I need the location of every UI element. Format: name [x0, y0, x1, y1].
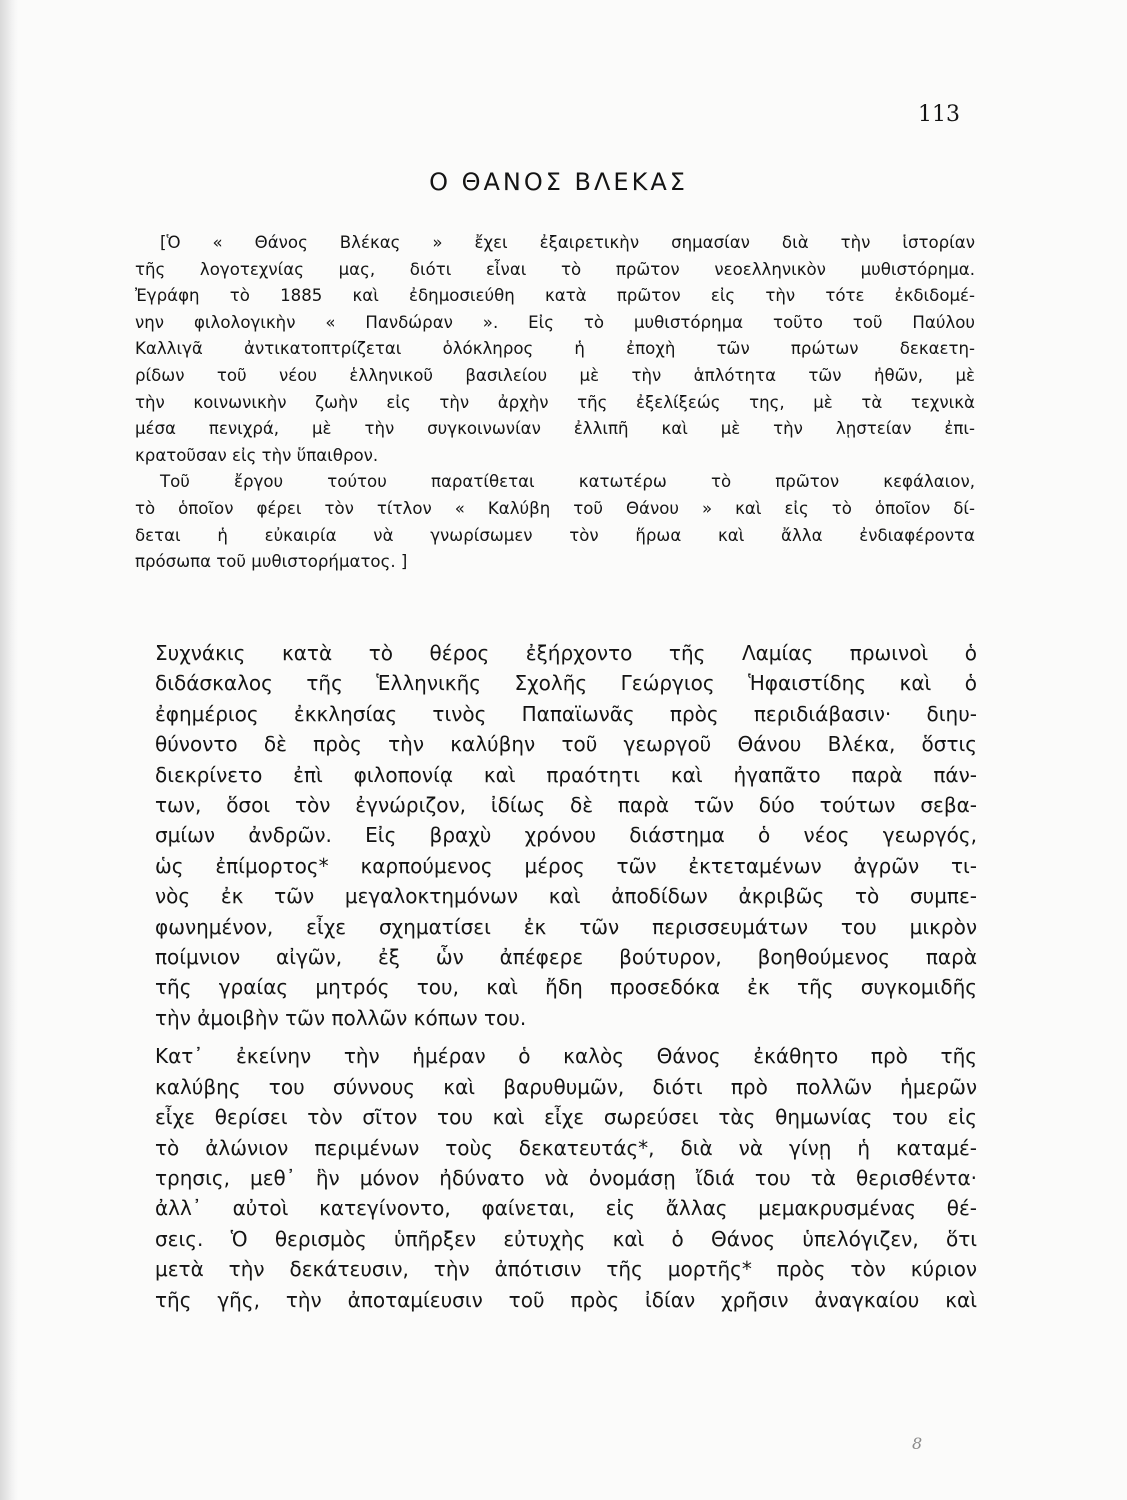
intro-line: ρίδων τοῦ νέου ἑλληνικοῦ βασιλείου μὲ τὴν ἁπλότητα τῶν ἠθῶν, μὲ — [135, 365, 975, 385]
body-line: καλύβης του σύννους καὶ βαρυθυμῶν, διότι πρὸ πολλῶν ἡμερῶν — [155, 1074, 977, 1099]
intro-line: τὸ ὁποῖον φέρει τὸν τίτλον « Καλύβη τοῦ Θάνου » καὶ εἰς τὸ ὁποῖον δί- — [135, 498, 975, 518]
body-line: νὸς ἐκ τῶν μεγαλοκτημόνων καὶ ἀποδίδων ἀκριβῶς τὸ συμπε- — [155, 884, 977, 909]
body-line: Συχνάκις κατὰ τὸ θέρος ἐξήρχοντο τῆς Λαμίας πρωινοὶ ὁ — [155, 641, 977, 665]
body-line: τῆς γῆς, τὴν ἀποταμίευσιν τοῦ πρὸς ἰδίαν χρῆσιν ἀναγκαίου καὶ — [155, 1287, 977, 1312]
body-line: τῆς γραίας μητρός του, καὶ ἤδη προσεδόκα ἐκ τῆς συγκομιδῆς — [155, 975, 977, 1000]
chapter-title — [0, 168, 1127, 196]
body-line: τὸ ἀλώνιον περιμένων τοὺς δεκατευτάς*, διὰ νὰ γίνῃ ἡ καταμέ- — [155, 1135, 977, 1160]
body-line: σμίων ἀνδρῶν. Εἰς βραχὺ χρόνου διάστημα ὁ νέος γεωργός, — [155, 823, 977, 848]
body-line: εἶχε θερίσει τὸν σῖτον του καὶ εἶχε σωρεύσει τὰς θημωνίας του εἰς — [155, 1105, 977, 1130]
intro-line: Ἐγράφη τὸ 1885 καὶ ἐδημοσιεύθη κατὰ πρῶτον εἰς τὴν τότε ἐκδιδομέ- — [135, 286, 975, 306]
body-line: των, ὅσοι τὸν ἐγνώριζον, ἰδίως δὲ παρὰ τῶν δύο τούτων σεβα- — [155, 793, 977, 818]
paragraph-gap — [155, 1033, 977, 1041]
body-line: διεκρίνετο ἐπὶ φιλοπονίᾳ καὶ πραότητι καὶ ἠγαπᾶτο παρὰ πάν- — [155, 762, 977, 787]
body-line: θύνοντο δὲ πρὸς τὴν καλύβην τοῦ γεωργοῦ Θάνου Βλέκα, ὅστις — [155, 732, 977, 757]
intro-line: κρατοῦσαν εἰς τὴν ὕπαιθρον. — [135, 445, 379, 465]
body-line: ἀλλ᾿ αὐτοὶ κατεγίνοντο, φαίνεται, εἰς ἄλλας μεμακρυσμένας θέ- — [155, 1196, 977, 1221]
binding-edge — [0, 0, 18, 1500]
body-line: ὡς ἐπίμορτος* καρπούμενος μέρος τῶν ἐκτεταμένων ἀγρῶν τι- — [155, 853, 977, 878]
intro-line: [Ὁ « Θάνος Βλέκας » ἔχει ἐξαιρετικὴν σημασίαν διὰ τὴν ἱστορίαν — [160, 233, 975, 252]
body-line: τὴν ἀμοιβὴν τῶν πολλῶν κόπων του. — [155, 1005, 527, 1030]
signature-mark: 8 — [912, 1434, 923, 1453]
intro-line: πρόσωπα τοῦ μυθιστορήματος. ] — [135, 552, 408, 572]
intro-line: Καλλιγᾶ ἀντικατοπτρίζεται ὁλόκληρος ἡ ἐποχὴ τῶν πρώτων δεκαετη- — [135, 339, 975, 359]
chapter-body — [155, 638, 977, 1315]
intro-line: μέσα πενιχρά, μὲ τὴν συγκοινωνίαν ἐλλιπῆ καὶ μὲ τὴν λῃστείαν ἐπι- — [135, 419, 975, 439]
body-line: διδάσκαλος τῆς Ἑλληνικῆς Σχολῆς Γεώργιος Ἡφαιστίδης καὶ ὁ — [155, 671, 977, 696]
introduction-note — [135, 230, 975, 576]
intro-line: δεται ἡ εὐκαιρία νὰ γνωρίσωμεν τὸν ἥρωα καὶ ἄλλα ἐνδιαφέροντα — [135, 525, 975, 545]
intro-line: Τοῦ ἔργου τούτου παρατίθεται κατωτέρω τὸ πρῶτον κεφάλαιον, — [160, 472, 975, 492]
body-line: μετὰ τὴν δεκάτευσιν, τὴν ἀπότισιν τῆς μορτῆς* πρὸς τὸν κύριον — [155, 1257, 977, 1282]
page-number: 113 — [918, 102, 960, 127]
body-line: φωνημένον, εἶχε σχηματίσει ἐκ τῶν περισσευμάτων του μικρὸν — [155, 914, 977, 939]
intro-line: τὴν κοινωνικὴν ζωὴν εἰς τὴν ἀρχὴν τῆς ἐξελίξεώς της, μὲ τὰ τεχνικὰ — [135, 392, 975, 412]
body-line: ποίμνιον αἰγῶν, ἐξ ὧν ἀπέφερε βούτυρον, βοηθούμενος παρὰ — [155, 945, 977, 970]
intro-line: τῆς λογοτεχνίας μας, διότι εἶναι τὸ πρῶτον νεοελληνικὸν μυθιστόρημα. — [135, 259, 975, 279]
intro-line: νην φιλολογικὴν « Πανδώραν ». Εἰς τὸ μυθιστόρημα τοῦτο τοῦ Παύλου — [135, 312, 975, 332]
body-line: τρησις, μεθ᾿ ἣν μόνον ἠδύνατο νὰ ὀνομάσῃ ἴδιά του τὰ θερισθέντα· — [155, 1165, 977, 1190]
body-line: ἐφημέριος ἐκκλησίας τινὸς Παπαϊωνᾶς πρὸς περιδιάβασιν· διηυ- — [155, 701, 977, 726]
body-line: σεις. Ὁ θερισμὸς ὑπῆρξεν εὐτυχὴς καὶ ὁ Θάνος ὑπελόγιζεν, ὅτι — [155, 1226, 977, 1251]
body-line: Κατ᾿ ἐκείνην τὴν ἡμέραν ὁ καλὸς Θάνος ἐκάθητο πρὸ τῆς — [155, 1044, 977, 1069]
chapter-title-text: Ο ΘΑΝΟΣ ΒΛΕΚΑΣ — [429, 168, 688, 196]
